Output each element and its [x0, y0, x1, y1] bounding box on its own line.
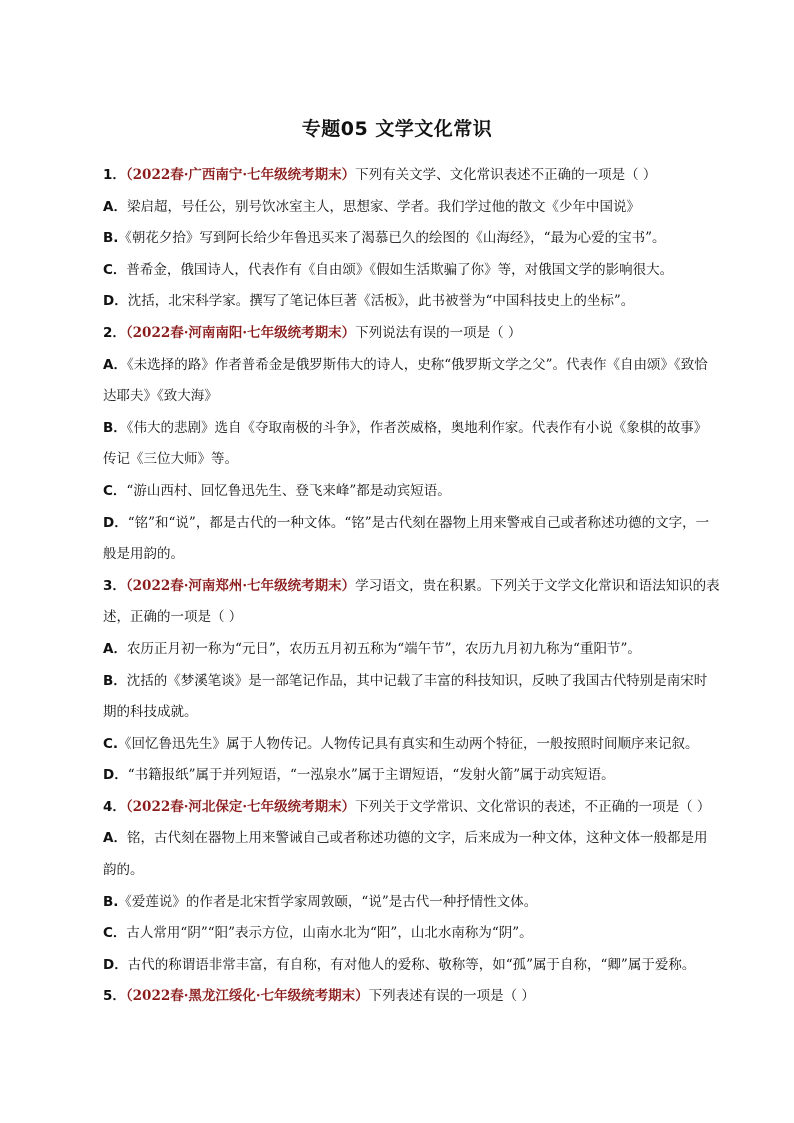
- option-text: “铭”和“说”，都是古代的一种文体。“铭”是古代刻在器物上用来警戒自己或者称述功德的文字，一: [127, 514, 710, 531]
- option-letter: A．: [103, 830, 127, 847]
- option-line: [103, 255, 729, 287]
- question-3: [103, 571, 729, 792]
- option-line: [103, 823, 729, 855]
- option-line: [103, 697, 729, 729]
- option-line: [103, 950, 729, 982]
- option-letter: B.: [103, 230, 119, 247]
- option-line: [103, 223, 729, 255]
- option-letter: C．: [103, 482, 127, 499]
- question-list: [103, 160, 729, 1013]
- question-number: 2．: [103, 324, 126, 341]
- option-text: 普希金，俄国诗人，代表作有《自由颂》《假如生活欺骗了你》等，对俄国文学的影响很大。: [126, 261, 674, 278]
- question-stem-text: 下列表述有误的一项是（ ）: [368, 988, 535, 1005]
- option-letter: A．: [103, 640, 127, 657]
- question-source: （2022春·黑龙江绥化·七年级统考期末）: [125, 988, 369, 1005]
- option-text: 农历正月初一称为“元日”，农历五月初五称为“端午节”，农历九月初九称为“重阳节”。: [126, 640, 641, 657]
- option-text: 韵的。: [103, 862, 144, 879]
- question-stem-line: [103, 318, 729, 350]
- option-text: 《朝花夕拾》写到阿长给少年鲁迅买来了渴慕已久的绘图的《山海经》，“最为心爱的宝书”。: [118, 230, 666, 247]
- option-text: 《回忆鲁迅先生》属于人物传记。人物传记具有真实和生动两个特征，一般按照时间顺序来记叙。: [118, 735, 699, 752]
- question-stem-text: 下列关于文学常识、文化常识的表述，不正确的一项是（ ）: [355, 798, 711, 815]
- option-text: 传记《三位大师》等。: [103, 451, 238, 468]
- question-stem-line: [103, 160, 729, 192]
- question-stem-line: [103, 571, 729, 603]
- option-line: [103, 381, 729, 413]
- option-text: 《未选择的路》作者普希金是俄罗斯伟大的诗人，史称“俄罗斯文学之父”。代表作《自由颂》《致恰: [126, 356, 708, 373]
- option-text: 铭，古代刻在器物上用来警诫自己或者称述功德的文字，后来成为一种文体，这种文体一般都是用: [126, 830, 708, 847]
- question-number: 4．: [103, 798, 126, 815]
- option-text: 古人常用“阴”“阳”表示方位，山南水北为“阳”，山北水南称为“阴”。: [126, 925, 533, 942]
- option-letter: B．: [103, 419, 127, 436]
- question-stem-text: 下列有关文学、文化常识表述不正确的一项是（ ）: [355, 167, 657, 183]
- option-letter: B．: [103, 672, 127, 689]
- option-line: [103, 887, 729, 919]
- option-line: [103, 729, 729, 761]
- option-line: [103, 508, 729, 540]
- question-source: （2022春·河南南阳·七年级统考期末）: [125, 324, 356, 341]
- question-number: 5．: [103, 988, 126, 1005]
- option-text: “游山西村、回忆鲁迅先生、登飞来峰”都是动宾短语。: [126, 482, 451, 499]
- option-letter: C．: [103, 925, 127, 942]
- option-text: 《爱莲说》的作者是北宋哲学家周敦颐，“说”是古代一种抒情性文体。: [118, 893, 538, 910]
- option-line: [103, 918, 729, 950]
- option-line: [103, 666, 729, 698]
- question-2: [103, 318, 729, 571]
- question-stem-line: [103, 602, 729, 634]
- question-source: （2022春·河北保定·七年级统考期末）: [125, 798, 356, 815]
- question-1: [103, 160, 729, 318]
- option-letter: D．: [103, 956, 128, 973]
- option-text: 沈括的《梦溪笔谈》是一部笔记作品，其中记载了丰富的科技知识，反映了我国古代特别是南宋时: [126, 672, 708, 689]
- question-4: [103, 792, 729, 982]
- option-letter: A．: [103, 198, 127, 215]
- question-number: 1．: [103, 167, 126, 183]
- option-line: [103, 855, 729, 887]
- page-title: 专题05 文学文化常识: [301, 118, 493, 140]
- option-letter: D．: [103, 293, 128, 310]
- option-line: [103, 286, 729, 318]
- option-line: [103, 192, 729, 224]
- option-letter: C．: [103, 261, 127, 278]
- option-line: [103, 760, 729, 792]
- option-text: 般是用韵的。: [103, 546, 184, 563]
- option-line: [103, 350, 729, 382]
- question-stem-text: 下列说法有误的一项是（ ）: [355, 324, 522, 341]
- option-line: [103, 444, 729, 476]
- option-letter: D．: [103, 514, 128, 531]
- question-stem-line: [103, 792, 729, 824]
- option-text: 期的科技成就。: [103, 704, 198, 721]
- question-number: 3．: [103, 577, 126, 594]
- option-line: [103, 634, 729, 666]
- option-text: “书籍报纸”属于并列短语，“一泓泉水”属于主谓短语，“发射火箭”属于动宾短语。: [127, 767, 615, 784]
- question-5: [103, 981, 729, 1013]
- question-stem-text: 述，正确的一项是（ ）: [103, 609, 243, 626]
- option-letter: D．: [103, 767, 128, 784]
- option-letter: A．: [103, 356, 127, 373]
- option-text: 达耶夫》《致大海》: [103, 388, 218, 405]
- option-text: 古代的称谓语非常丰富，有自称，有对他人的爱称、敬称等，如“孤”属于自称，“卿”属于爱称。: [127, 956, 696, 973]
- option-line: [103, 413, 729, 445]
- question-source: （2022春·广西南宁·七年级统考期末）: [125, 167, 356, 183]
- option-line: [103, 476, 729, 508]
- option-line: [103, 539, 729, 571]
- question-stem-line: [103, 981, 729, 1013]
- question-stem-text: 学习语文，贵在积累。下列关于文学文化常识和语法知识的表: [355, 577, 720, 594]
- option-text: 《伟大的悲剧》选自《夺取南极的斗争》，作者茨威格，奥地利作家。代表作有小说《象棋的故事》: [126, 419, 708, 436]
- option-letter: B.: [103, 893, 119, 910]
- option-text: 沈括，北宋科学家。撰写了笔记体巨著《活板》，此书被誉为“中国科技史上的坐标”。: [127, 293, 635, 310]
- option-text: 梁启超，号任公，别号饮冰室主人，思想家、学者。我们学过他的散文《少年中国说》: [126, 198, 640, 215]
- option-letter: C.: [103, 735, 119, 752]
- question-source: （2022春·河南郑州·七年级统考期末）: [125, 577, 356, 594]
